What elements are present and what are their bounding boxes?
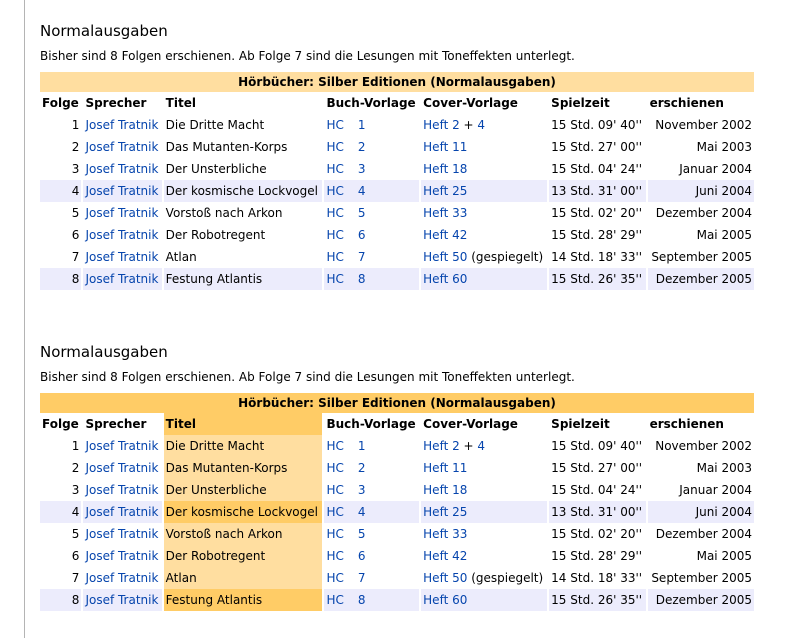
hc-number-link[interactable]: 3 (357, 483, 366, 497)
sprecher-link[interactable]: Josef Tratnik (85, 505, 159, 519)
cell-cover-vorlage (421, 158, 547, 180)
cell-sprecher (83, 523, 161, 545)
sprecher-link[interactable]: Josef Tratnik (85, 483, 159, 497)
header-titel: Titel (165, 96, 196, 110)
cell-buch-vorlage (324, 457, 419, 479)
sprecher-link[interactable]: Josef Tratnik (85, 439, 159, 453)
cell-erschienen: September 2005 (651, 250, 752, 264)
cell-sprecher (83, 158, 161, 180)
cover-link[interactable]: Heft 42 (423, 549, 468, 563)
cell-folge: 1 (71, 439, 80, 453)
cell-cover-vorlage (421, 180, 547, 202)
header-buch-vorlage: Buch-Vorlage (326, 96, 416, 110)
cell-spielzeit: 15 Std. 26' 35'' (549, 589, 645, 611)
hc-number-link[interactable]: 2 (357, 461, 366, 475)
section-intro: Bisher sind 8 Folgen erschienen. Ab Folge 7 sind die Lesungen mit Toneffekten unterlegt. (40, 370, 575, 384)
sprecher-link[interactable]: Josef Tratnik (85, 272, 159, 286)
cover-link[interactable]: Heft 50 (423, 250, 468, 264)
table-row (40, 246, 754, 268)
cell-titel: Der kosmische Lockvogel (164, 501, 323, 523)
cover-link[interactable]: Heft 11 (423, 461, 468, 475)
cell-spielzeit: 13 Std. 31' 00'' (549, 180, 645, 202)
cell-sprecher (83, 224, 161, 246)
sprecher-link[interactable]: Josef Tratnik (85, 140, 159, 154)
cell-sprecher (83, 589, 161, 611)
hc-number-link[interactable]: 1 (357, 118, 366, 132)
hc-number-link[interactable]: 5 (357, 206, 366, 220)
cell-buch-vorlage (324, 136, 419, 158)
header-sprecher: Sprecher (85, 417, 147, 431)
table-row (40, 180, 754, 202)
cell-sprecher (83, 501, 161, 523)
cell-spielzeit: 15 Std. 04' 24'' (551, 162, 643, 176)
cell-buch-vorlage (324, 435, 419, 457)
sprecher-link[interactable]: Josef Tratnik (85, 206, 159, 220)
cell-folge: 3 (71, 483, 80, 497)
sprecher-link[interactable]: Josef Tratnik (85, 184, 159, 198)
sprecher-link[interactable]: Josef Tratnik (85, 228, 159, 242)
header-buch-vorlage: Buch-Vorlage (326, 417, 416, 431)
cell-erschienen: Dezember 2005 (648, 589, 754, 611)
header-erschienen: erschienen (649, 417, 724, 431)
cell-titel: Der kosmische Lockvogel (164, 180, 323, 202)
cover-link[interactable]: Heft 50 (423, 571, 468, 585)
cover-link-secondary[interactable]: 4 (477, 118, 486, 132)
page-left-border (24, 0, 25, 638)
cell-cover-vorlage (421, 114, 547, 136)
cover-link[interactable]: Heft 33 (423, 206, 468, 220)
cell-cover-vorlage (421, 457, 547, 479)
hc-link[interactable]: HC (326, 439, 344, 453)
cover-link[interactable]: Heft 25 (423, 184, 468, 198)
cell-sprecher (83, 545, 161, 567)
header-titel: Titel (164, 413, 323, 435)
cell-folge: 6 (71, 549, 80, 563)
cell-sprecher (83, 114, 161, 136)
table-row (40, 136, 754, 158)
cover-link[interactable]: Heft 2 (423, 439, 460, 453)
cell-buch-vorlage (324, 268, 419, 290)
cell-titel: Festung Atlantis (164, 589, 323, 611)
cell-erschienen: November 2002 (655, 439, 752, 453)
cell-titel: Das Mutanten-Korps (165, 140, 288, 154)
cell-buch-vorlage (324, 114, 419, 136)
cell-folge: 2 (71, 461, 80, 475)
cover-link[interactable]: Heft 60 (423, 593, 468, 607)
sprecher-link[interactable]: Josef Tratnik (85, 593, 159, 607)
cover-link[interactable]: Heft 33 (423, 527, 468, 541)
hc-link[interactable]: HC (326, 184, 344, 198)
cell-erschienen: Mai 2003 (696, 140, 752, 154)
header-sprecher: Sprecher (85, 96, 147, 110)
hc-link[interactable]: HC (326, 228, 344, 242)
cell-sprecher (83, 479, 161, 501)
section-heading: Normalausgaben (40, 22, 168, 40)
cell-cover-vorlage (421, 246, 547, 268)
cell-titel: Die Dritte Macht (165, 118, 265, 132)
cell-spielzeit: 14 Std. 18' 33'' (551, 250, 643, 264)
cover-link-secondary[interactable]: 4 (477, 439, 486, 453)
cell-buch-vorlage (324, 180, 419, 202)
cell-erschienen: Mai 2003 (696, 461, 752, 475)
table-row (40, 114, 754, 136)
cell-erschienen: November 2002 (655, 118, 752, 132)
table-caption: Hörbücher: Silber Editionen (Normalausgaben) (40, 393, 754, 413)
cell-spielzeit: 15 Std. 04' 24'' (551, 483, 643, 497)
hc-number-link[interactable]: 8 (357, 272, 366, 286)
section-heading: Normalausgaben (40, 343, 168, 361)
cover-link[interactable]: Heft 2 (423, 118, 460, 132)
cell-folge: 7 (71, 571, 80, 585)
hc-number-link[interactable]: 7 (357, 250, 366, 264)
cell-folge: 8 (40, 268, 81, 290)
cover-link[interactable]: Heft 42 (423, 228, 468, 242)
cell-cover-vorlage (421, 435, 547, 457)
cell-buch-vorlage (324, 545, 419, 567)
sprecher-link[interactable]: Josef Tratnik (85, 461, 159, 475)
cover-link[interactable]: Heft 11 (423, 140, 468, 154)
section-normalausgaben-1 (40, 20, 754, 290)
hc-number-link[interactable]: 3 (357, 162, 366, 176)
cell-titel: Die Dritte Macht (164, 435, 323, 457)
cell-buch-vorlage (324, 567, 419, 589)
cell-folge: 3 (71, 162, 80, 176)
cell-titel: Vorstoß nach Arkon (165, 206, 283, 220)
sprecher-link[interactable]: Josef Tratnik (85, 571, 159, 585)
cell-folge: 5 (71, 206, 80, 220)
table-row (40, 457, 754, 479)
hc-link[interactable]: HC (326, 118, 344, 132)
header-erschienen: erschienen (649, 96, 724, 110)
hc-link[interactable]: HC (326, 162, 344, 176)
episodes-table (38, 393, 756, 611)
table-body (40, 435, 754, 611)
header-spielzeit: Spielzeit (551, 417, 610, 431)
cover-link[interactable]: Heft 25 (423, 505, 468, 519)
table-row (40, 567, 754, 589)
cell-spielzeit: 15 Std. 09' 40'' (551, 118, 643, 132)
cell-buch-vorlage (324, 246, 419, 268)
cell-buch-vorlage (324, 523, 419, 545)
cell-cover-vorlage (421, 479, 547, 501)
cell-sprecher (83, 457, 161, 479)
hc-link[interactable]: HC (326, 571, 344, 585)
hc-link[interactable]: HC (326, 206, 344, 220)
cell-spielzeit: 15 Std. 02' 20'' (551, 527, 643, 541)
cell-folge: 4 (40, 501, 81, 523)
hc-link[interactable]: HC (326, 140, 344, 154)
table-row (40, 501, 754, 523)
table-row (40, 523, 754, 545)
cell-buch-vorlage (324, 202, 419, 224)
hc-link[interactable]: HC (326, 549, 344, 563)
cell-titel: Atlan (164, 567, 323, 589)
table-header-row (40, 413, 754, 435)
cell-cover-vorlage (421, 268, 547, 290)
cover-link[interactable]: Heft 18 (423, 162, 468, 176)
cell-buch-vorlage (324, 158, 419, 180)
table-row (40, 158, 754, 180)
table-body (40, 114, 754, 290)
cell-cover-vorlage (421, 501, 547, 523)
cell-cover-vorlage (421, 224, 547, 246)
cell-spielzeit: 15 Std. 27' 00'' (551, 140, 643, 154)
table-caption: Hörbücher: Silber Editionen (Normalausgaben) (40, 72, 754, 92)
cell-erschienen: Mai 2005 (696, 228, 752, 242)
cell-folge: 8 (40, 589, 81, 611)
cell-erschienen: Januar 2004 (679, 483, 752, 497)
cell-cover-vorlage (421, 523, 547, 545)
hc-number-link[interactable]: 5 (357, 527, 366, 541)
cell-spielzeit: 13 Std. 31' 00'' (549, 501, 645, 523)
cell-erschienen: Dezember 2004 (655, 206, 752, 220)
cover-note: (gespiegelt) (467, 571, 544, 585)
cover-link[interactable]: Heft 60 (423, 272, 468, 286)
cell-spielzeit: 15 Std. 28' 29'' (551, 549, 643, 563)
table-header-row (40, 92, 754, 114)
cell-titel: Der Robotregent (164, 545, 323, 567)
table-row (40, 545, 754, 567)
cell-titel: Der Robotregent (165, 228, 266, 242)
section-intro: Bisher sind 8 Folgen erschienen. Ab Folge 7 sind die Lesungen mit Toneffekten unterlegt. (40, 49, 575, 63)
sprecher-link[interactable]: Josef Tratnik (85, 250, 159, 264)
cell-erschienen: Januar 2004 (679, 162, 752, 176)
cell-titel: Vorstoß nach Arkon (164, 523, 323, 545)
table-row (40, 479, 754, 501)
hc-number-link[interactable]: 4 (357, 505, 366, 519)
header-cover-vorlage: Cover-Vorlage (423, 417, 518, 431)
cell-folge: 6 (71, 228, 80, 242)
hc-link[interactable]: HC (326, 461, 344, 475)
cell-sprecher (83, 268, 161, 290)
table-row (40, 435, 754, 457)
table-caption-row (40, 393, 754, 413)
cell-sprecher (83, 180, 161, 202)
cell-sprecher (83, 136, 161, 158)
hc-number-link[interactable]: 6 (357, 549, 366, 563)
cell-folge: 2 (71, 140, 80, 154)
sprecher-link[interactable]: Josef Tratnik (85, 118, 159, 132)
cell-spielzeit: 15 Std. 28' 29'' (551, 228, 643, 242)
header-cover-vorlage: Cover-Vorlage (423, 96, 518, 110)
table-caption-row (40, 72, 754, 92)
cell-erschienen: Mai 2005 (696, 549, 752, 563)
cell-sprecher (83, 202, 161, 224)
section-normalausgaben-2 (40, 341, 754, 611)
header-folge: Folge (42, 96, 79, 110)
table-row (40, 268, 754, 290)
table-row (40, 589, 754, 611)
cell-buch-vorlage (324, 224, 419, 246)
cell-cover-vorlage (421, 136, 547, 158)
hc-link[interactable]: HC (326, 483, 344, 497)
cell-sprecher (83, 567, 161, 589)
cover-separator: + (459, 439, 478, 453)
cell-titel: Der Unsterbliche (165, 162, 267, 176)
cell-spielzeit: 15 Std. 02' 20'' (551, 206, 643, 220)
cell-spielzeit: 15 Std. 09' 40'' (551, 439, 643, 453)
cell-folge: 5 (71, 527, 80, 541)
cell-erschienen: Juni 2004 (648, 180, 754, 202)
hc-number-link[interactable]: 7 (357, 571, 366, 585)
cell-buch-vorlage (324, 589, 419, 611)
cell-buch-vorlage (324, 501, 419, 523)
cell-cover-vorlage (421, 545, 547, 567)
sprecher-link[interactable]: Josef Tratnik (85, 162, 159, 176)
cell-titel: Festung Atlantis (164, 268, 323, 290)
hc-number-link[interactable]: 8 (357, 593, 366, 607)
cover-separator: + (459, 118, 478, 132)
cell-titel: Der Unsterbliche (164, 479, 323, 501)
sprecher-link[interactable]: Josef Tratnik (85, 549, 159, 563)
cell-erschienen: Dezember 2005 (648, 268, 754, 290)
cell-erschienen: September 2005 (651, 571, 752, 585)
cell-titel: Das Mutanten-Korps (164, 457, 323, 479)
hc-number-link[interactable]: 1 (357, 439, 366, 453)
hc-link[interactable]: HC (326, 527, 344, 541)
header-spielzeit: Spielzeit (551, 96, 610, 110)
hc-link[interactable]: HC (326, 505, 344, 519)
hc-link[interactable]: HC (326, 272, 344, 286)
cell-spielzeit: 15 Std. 26' 35'' (549, 268, 645, 290)
table-row (40, 202, 754, 224)
cell-folge: 4 (40, 180, 81, 202)
cell-sprecher (83, 246, 161, 268)
cell-cover-vorlage (421, 567, 547, 589)
hc-number-link[interactable]: 4 (357, 184, 366, 198)
cell-folge: 7 (71, 250, 80, 264)
cell-erschienen: Dezember 2004 (655, 527, 752, 541)
hc-link[interactable]: HC (326, 593, 344, 607)
cell-spielzeit: 14 Std. 18' 33'' (551, 571, 643, 585)
hc-link[interactable]: HC (326, 250, 344, 264)
cell-sprecher (83, 435, 161, 457)
table-row (40, 224, 754, 246)
cell-cover-vorlage (421, 589, 547, 611)
cell-spielzeit: 15 Std. 27' 00'' (551, 461, 643, 475)
cell-cover-vorlage (421, 202, 547, 224)
cell-buch-vorlage (324, 479, 419, 501)
hc-number-link[interactable]: 6 (357, 228, 366, 242)
cell-titel: Atlan (165, 250, 197, 264)
hc-number-link[interactable]: 2 (357, 140, 366, 154)
episodes-table (38, 72, 756, 290)
cover-link[interactable]: Heft 18 (423, 483, 468, 497)
cell-erschienen: Juni 2004 (648, 501, 754, 523)
cover-note: (gespiegelt) (467, 250, 544, 264)
header-folge: Folge (42, 417, 79, 431)
sprecher-link[interactable]: Josef Tratnik (85, 527, 159, 541)
cell-folge: 1 (71, 118, 80, 132)
